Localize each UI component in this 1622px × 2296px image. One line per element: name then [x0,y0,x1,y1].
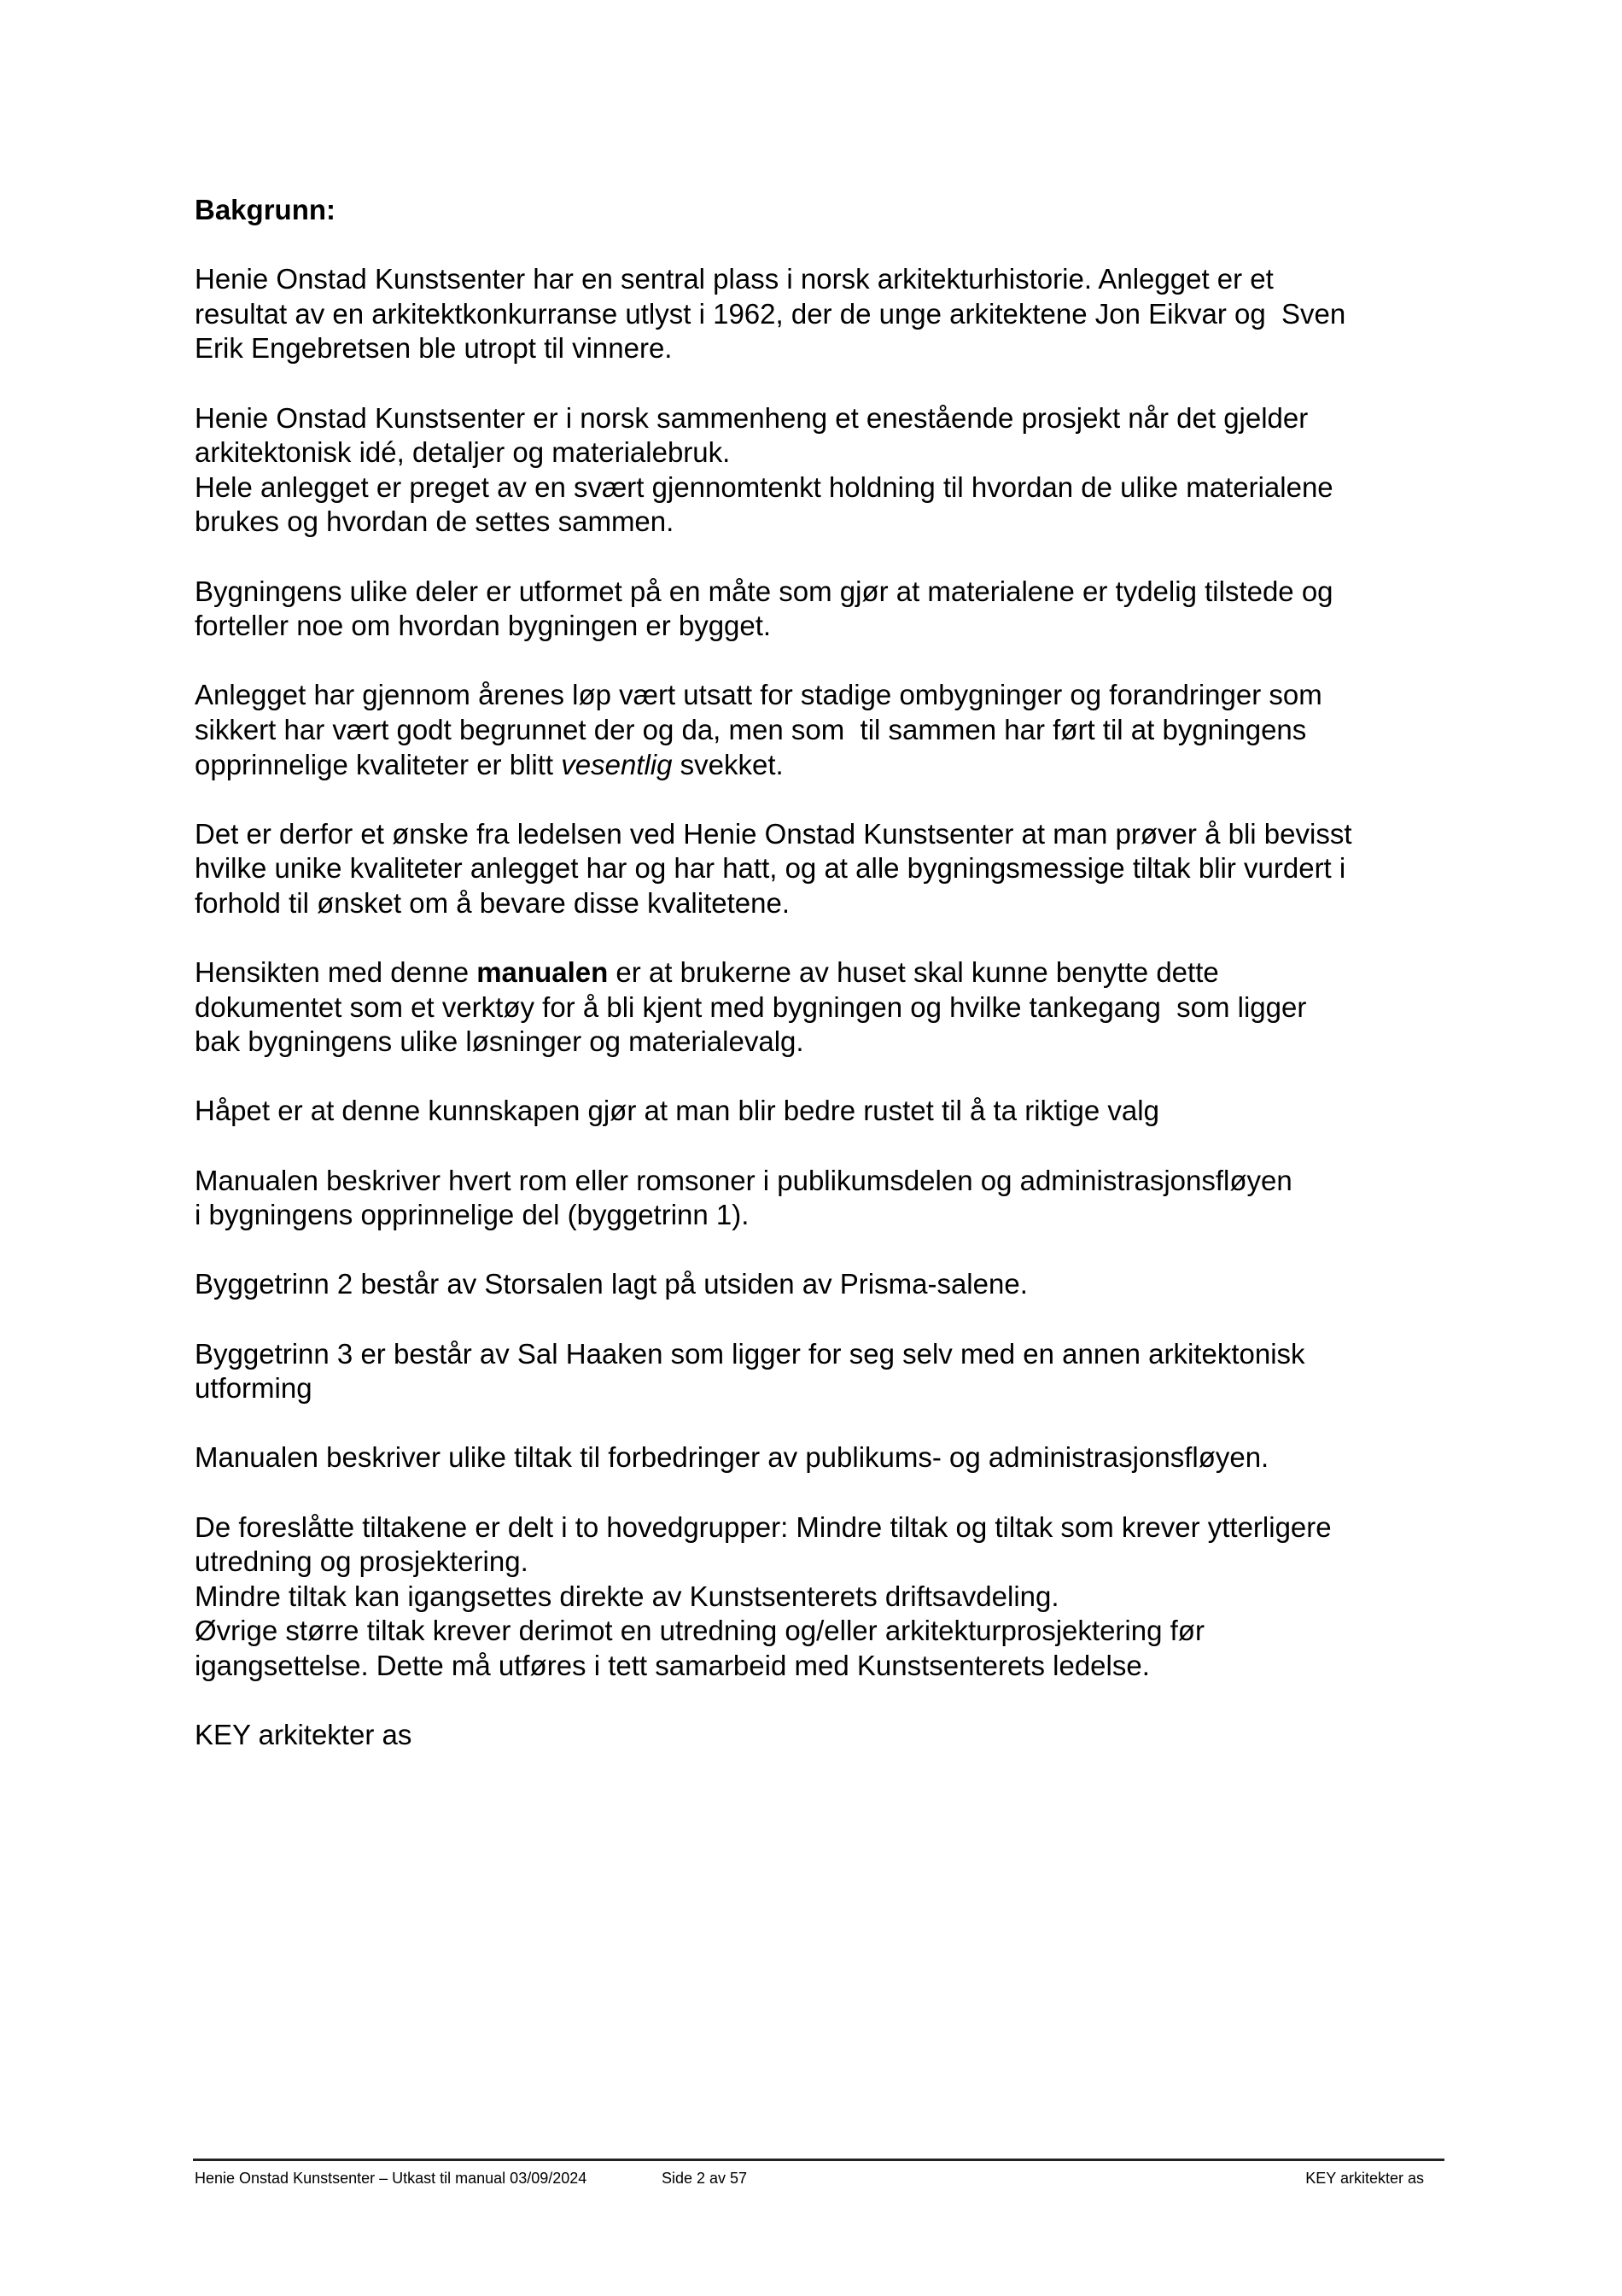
text-line: igangsettelse. Dette må utføres i tett samarbeid med Kunstsenterets ledelse. [195,1649,1150,1681]
text-line: sikkert har vært godt begrunnet der og da, men som til sammen har ført til at bygningens [195,713,1307,745]
section-heading: Bakgrunn: [195,194,335,225]
text-segment: Hensikten med denne [195,956,477,989]
blank-line [195,644,1475,679]
blank-line [195,920,1475,955]
blank-line [195,1233,1475,1268]
blank-line [195,1302,1475,1337]
text-line: arkitektonisk idé, detaljer og materialebruk. [195,436,731,469]
text-segment: opprinnelige kvaliteter er blitt [195,748,562,780]
bold-text: manualen [476,956,609,989]
footer-page-number: Side 2 av 57 [662,2170,748,2187]
blank-line [195,366,1475,401]
text-line: i bygningens opprinnelige del (byggetrinn 1). [195,1199,750,1231]
text-line: bak bygningens ulike løsninger og materialevalg. [195,1025,804,1058]
text-line: Bygningens ulike deler er utformet på en måte som gjør at materialene er tydelig tilstede og [195,575,1333,607]
text-segment: er at brukerne av huset skal kunne benytte dette [608,956,1219,989]
blank-line [195,1129,1475,1164]
text-line: Anlegget har gjennom årenes løp vært utsatt for stadige ombygninger og forandringer som [195,679,1322,711]
text-line: Henie Onstad Kunstsenter har en sentral plass i norsk arkitekturhistorie. Anlegget er et [195,263,1274,295]
text-line: Henie Onstad Kunstsenter er i norsk sammenheng et enestående prosjekt når det gjelder [195,401,1309,434]
footer-divider [193,2159,1444,2161]
text-line [195,955,1475,990]
blank-line [195,1060,1475,1095]
document-body [195,193,1475,1753]
text-segment: svekket. [672,748,784,780]
text-line: Håpet er at denne kunnskapen gjør at man blir bedre rustet til å ta riktige valg [195,1095,1159,1127]
text-line: forteller noe om hvordan bygningen er bygget. [195,610,772,642]
italic-text: vesentlig [561,748,673,780]
text-line: Det er derfor et ønske fra ledelsen ved Henie Onstad Kunstsenter at man prøver å bli bevisst [195,817,1352,850]
text-line: forhold til ønsket om å bevare disse kvalitetene. [195,886,791,919]
blank-line [195,228,1475,263]
blank-line [195,1684,1475,1719]
text-line: hvilke unike kvaliteter anlegget har og har hatt, og at alle bygningsmessige tiltak blir vurdert i [195,852,1346,885]
text-line: utredning og prosjektering. [195,1545,528,1578]
blank-line [195,782,1475,817]
blank-line [195,540,1475,575]
text-line: KEY arkitekter as [195,1719,412,1751]
blank-line [195,1475,1475,1510]
text-line: utforming [195,1372,312,1405]
text-line: dokumentet som et verktøy for å bli kjent med bygningen og hvilke tankegang som ligger [195,990,1307,1023]
text-line [195,748,1475,783]
text-line: resultat av en arkitektkonkurranse utlyst i 1962, der de unge arkitektene Jon Eikvar og Sven [195,297,1346,330]
text-line: Erik Engebretsen ble utropt til vinnere. [195,332,673,365]
text-line: Mindre tiltak kan igangsettes direkte av Kunstsenterets driftsavdeling. [195,1580,1059,1612]
text-line: Manualen beskriver hvert rom eller romsoner i publikumsdelen og administrasjonsfløyen [195,1164,1292,1196]
text-line: Manualen beskriver ulike tiltak til forbedringer av publikums- og administrasjonsfløyen. [195,1441,1269,1474]
text-line: Hele anlegget er preget av en svært gjennomtenkt holdning til hvordan de ulike materialene [195,470,1333,503]
text-line: Byggetrinn 2 består av Storsalen lagt på utsiden av Prisma-salene. [195,1268,1028,1300]
text-line: brukes og hvordan de settes sammen. [195,505,674,538]
text-line: Øvrige større tiltak krever derimot en utredning og/eller arkitekturprosjektering før [195,1615,1205,1647]
body-text [195,228,1475,1753]
text-line: De foreslåtte tiltakene er delt i to hovedgrupper: Mindre tiltak og tiltak som krever ytterligere [195,1510,1332,1543]
text-line: Byggetrinn 3 er består av Sal Haaken som ligger for seg selv med en annen arkitektonisk [195,1337,1305,1370]
blank-line [195,1406,1475,1441]
footer-document-title: Henie Onstad Kunstsenter – Utkast til manual 03/09/2024 [195,2170,587,2187]
footer-author: KEY arkitekter as [1305,2170,1424,2187]
